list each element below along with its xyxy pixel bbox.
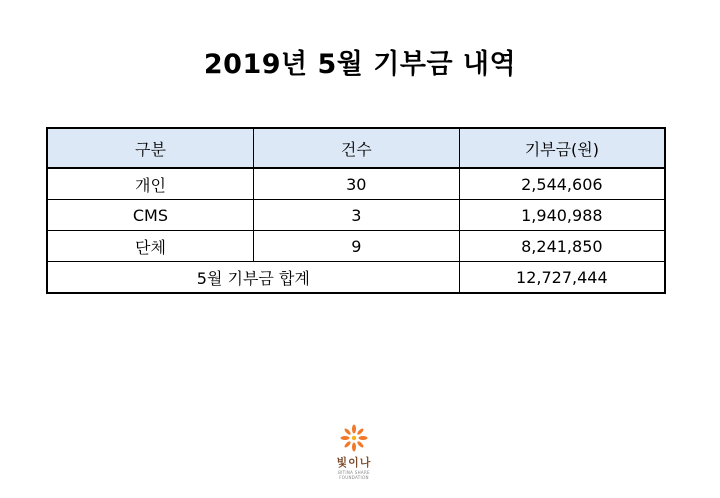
table-row [47, 231, 665, 262]
table-row [47, 168, 665, 200]
page-title: 2019년 5월 기부금 내역 [203, 49, 517, 80]
table-header-row [47, 128, 665, 168]
cell-amount: 2,544,606 [459, 168, 665, 200]
table-total-row [47, 262, 665, 294]
cell-count: 3 [253, 200, 459, 231]
sunburst-logo-icon [339, 423, 369, 453]
total-label: 5월 기부금 합계 [47, 262, 459, 294]
cell-category: 단체 [47, 231, 253, 262]
header-amount: 기부금(원) [459, 128, 665, 168]
cell-category: CMS [47, 200, 253, 231]
cell-amount: 8,241,850 [459, 231, 665, 262]
header-category: 구분 [47, 128, 253, 168]
cell-category: 개인 [47, 168, 253, 200]
total-amount: 12,727,444 [459, 262, 665, 294]
logo-name: 빛이나 [336, 456, 372, 469]
table-row [47, 200, 665, 231]
donation-table [46, 127, 666, 294]
header-count: 건수 [253, 128, 459, 168]
cell-count: 30 [253, 168, 459, 200]
foundation-logo [334, 423, 374, 487]
logo-tagline: BITINA SHARE FOUNDATION [338, 470, 370, 480]
cell-amount: 1,940,988 [459, 200, 665, 231]
cell-count: 9 [253, 231, 459, 262]
